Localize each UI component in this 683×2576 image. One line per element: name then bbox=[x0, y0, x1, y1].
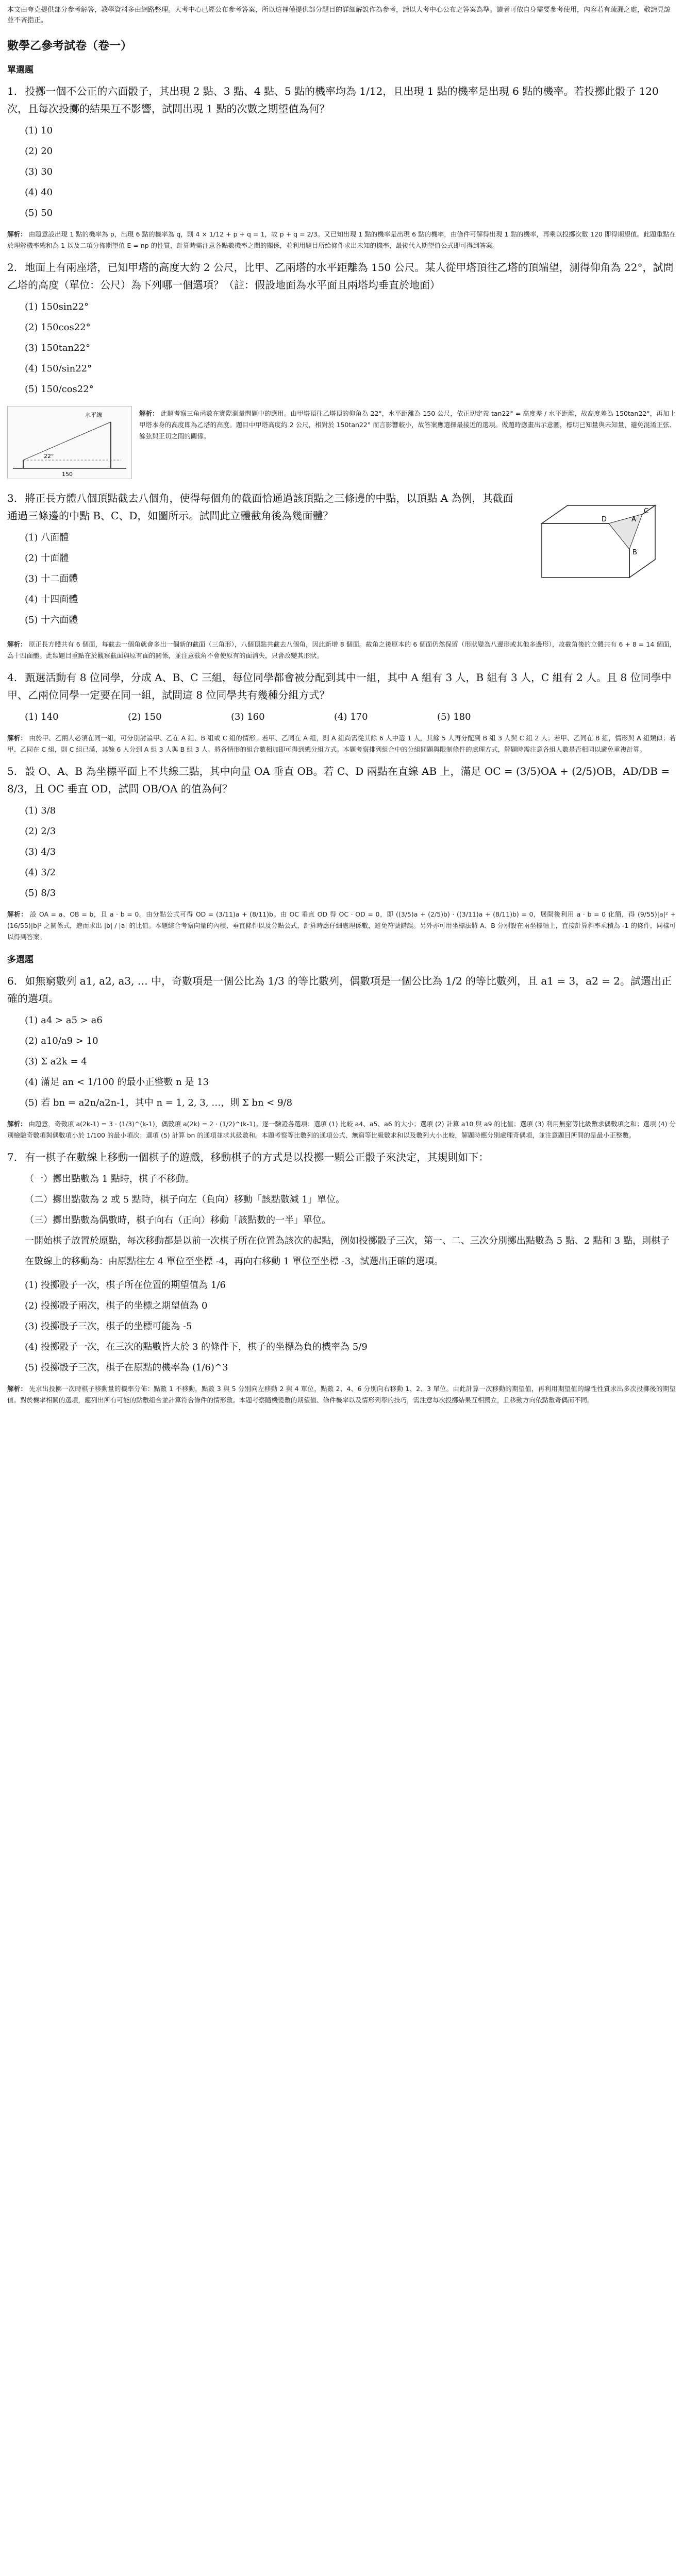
option[interactable]: (5) 150/cos22° bbox=[25, 384, 94, 395]
option[interactable]: (4) 170 bbox=[334, 711, 368, 722]
option[interactable]: (5) 8/3 bbox=[25, 888, 56, 899]
options-q2 bbox=[25, 297, 676, 400]
option[interactable]: (5) 180 bbox=[437, 711, 471, 722]
question-number: 7. bbox=[7, 1151, 18, 1163]
option[interactable]: (5) 50 bbox=[25, 208, 53, 218]
question-number: 6. bbox=[7, 975, 18, 987]
option[interactable]: (4) 150/sin22° bbox=[25, 363, 92, 374]
option[interactable]: (1) 投擲骰子一次，棋子所在位置的期望值為 1/6 bbox=[25, 1280, 226, 1291]
option[interactable]: (4) 投擲骰子一次，在三次的點數皆大於 3 的條件下，棋子的坐標為負的機率為 5/9 bbox=[25, 1342, 368, 1352]
angle-label: 22° bbox=[44, 453, 54, 460]
option[interactable]: (1) 八面體 bbox=[25, 532, 69, 543]
intro-note: 本文由夸克提供部分參考解答，教學資料多由網路整理。大考中心已經公布參考答案，所以這裡僅提供部分題目的詳細解說作為參考，請以大考中心公布之答案為準。讀者可依自身需要參考使用，內容若有疏漏之處，敬請見諒並不吝指正。 bbox=[7, 6, 671, 24]
rule: 一開始棋子放置於原點，每次移動都是以前一次棋子所在位置為該次的起點，例如投擲骰子三次，第一、二、三次分別擲出點數為 5 點、2 點和 3 點，則棋子在數線上的移動為：由原點往左 4 單位至坐標 -4，再向右移動 1 單位至坐標 -3，試選出正確的選項。 bbox=[25, 1235, 670, 1267]
option[interactable]: (2) 150cos22° bbox=[25, 322, 91, 333]
options-q4 bbox=[25, 707, 676, 727]
solution-text: 由題意設出現 1 點的機率為 p，出現 6 點的機率為 q，則 4 × 1/12 + p + q = 1，故 p + q = 2/3。又已知出現 1 點的機率是出現 6 點的機率，由條件可解得出現 1 點的機率，再乘以投擲次數 120 即得期望值。此題重點在於理解機率總和為 1 以及二項分佈期望值 E = np 的性質，計算時需注意各點數機率之間的關係，並利用題目所給條件求出未知的機率，最後代入期望值公式即可得到答案。 bbox=[7, 230, 676, 249]
solution-q5 bbox=[7, 909, 676, 943]
solution-label: 解析： bbox=[7, 1120, 27, 1128]
solution-label: 解析： bbox=[7, 734, 27, 742]
question-number: 4. bbox=[7, 671, 18, 684]
solution-label: 解析： bbox=[7, 230, 27, 238]
question-3-left bbox=[7, 482, 521, 634]
question-3-row bbox=[7, 482, 676, 634]
option[interactable]: (4) 十四面體 bbox=[25, 594, 78, 605]
solution-text: 原正長方體共有 6 個面，每截去一個角就會多出一個新的截面（三角形），八個頂點共截去八個角，因此新增 8 個面。截角之後原本的 6 個面仍然保留（形狀變為八邊形或其他多邊形），故截角後的立體共有 6 + 8 = 14 個面，為十四面體。此類題目重點在於觀察截面與原有面的關係，並注意截角不會使原有的面消失，只會改變其形狀。 bbox=[7, 640, 676, 659]
question-text: 有一棋子在數線上移動一個棋子的遊戲，移動棋子的方式是以投擲一顆公正骰子來決定，其規則如下： bbox=[25, 1151, 489, 1163]
question-text: 將正長方體八個頂點截去八個角，使得每個角的截面恰通過該頂點之三條邊的中點，以頂點 A 為例，其截面通過三條邊的中點 B、C、D，如圖所示。試問此立體截角後為幾面體？ bbox=[7, 492, 513, 522]
label-b: B bbox=[632, 549, 637, 556]
solution-text: 由題意，奇數項 a(2k-1) = 3 · (1/3)^(k-1)，偶數項 a(2k) = 2 · (1/2)^(k-1)。逐一驗證各選項：選項 (1) 比較 a4、a5、a6 的大小；選項 (2) 計算 a10 與 a9 的比值；選項 (3) 利用無窮等比級數求偶數項之和；選項 (4) 分別檢驗奇數項與偶數項小於 1/100 的最小項次；選項 (5) 計算 bn 的通項並求其級數和。本題考察等比數列的通項公式、無窮等比級數求和以及數列大小比較，解題時應分別處理奇偶項，並注意題目所問的是最小正整數。 bbox=[7, 1120, 676, 1139]
horizontal-label: 水平線 bbox=[85, 412, 102, 418]
option[interactable]: (1) 10 bbox=[25, 125, 53, 136]
option[interactable]: (1) a4 > a5 > a6 bbox=[25, 1015, 103, 1026]
question-number: 3. bbox=[7, 492, 18, 504]
rule: （二）擲出點數為 2 或 5 點時，棋子向左（負向）移動「該點數減 1」單位。 bbox=[25, 1194, 345, 1205]
question-6 bbox=[7, 972, 676, 1007]
option[interactable]: (4) 滿足 an < 1/100 的最小正整數 n 是 13 bbox=[25, 1077, 209, 1088]
solution-q6 bbox=[7, 1118, 676, 1141]
question-number: 1. bbox=[7, 85, 18, 97]
cut-triangle bbox=[609, 514, 642, 549]
option[interactable]: (2) 20 bbox=[25, 146, 53, 157]
options-q7 bbox=[25, 1275, 676, 1378]
solution-q1 bbox=[7, 229, 676, 251]
solution-text: 先求出投擲一次時棋子移動量的機率分佈：點數 1 不移動，點數 3 與 5 分別向左移動 2 與 4 單位，點數 2、4、6 分別向右移動 1、2、3 單位。由此計算一次移動的期望值，再利用期望值的線性性質求出多次投擲後的期望值。對於機率相關的選項，應列出所有可能的點數組合並計算符合條件的情形數。本題考察隨機變數的期望值、條件機率以及情形列舉的技巧，需注意每次投擲結果互相獨立，且移動方向依點數奇偶而不同。 bbox=[7, 1385, 676, 1404]
solution-q7 bbox=[7, 1383, 676, 1406]
rules-q7 bbox=[25, 1169, 676, 1272]
option[interactable]: (2) a10/a9 > 10 bbox=[25, 1036, 98, 1046]
option[interactable]: (5) 投擲骰子三次，棋子在原點的機率為 (1/6)^3 bbox=[25, 1362, 228, 1373]
question-3 bbox=[7, 489, 521, 524]
option[interactable]: (3) 十二面體 bbox=[25, 573, 78, 584]
question-2 bbox=[7, 259, 676, 294]
question-text: 設 O、A、B 為坐標平面上不共線三點，其中向量 OA 垂直 OB。若 C、D 兩點在直線 AB 上，滿足 OC = (3/5)OA + (2/5)OB，AD/DB = 8/3，且 OC 垂直 OD，試問 OB/OA 的值為何？ bbox=[7, 765, 670, 795]
page-title: 數學乙參考試卷（卷一） bbox=[7, 40, 132, 53]
question-7 bbox=[7, 1148, 676, 1166]
options-q1 bbox=[25, 121, 676, 224]
options-q5 bbox=[25, 801, 676, 904]
question-5 bbox=[7, 762, 676, 798]
solution-label: 解析： bbox=[7, 1385, 27, 1393]
solution-text: 由於甲、乙兩人必須在同一組，可分別討論甲、乙在 A 組、B 組或 C 組的情形。若甲、乙同在 A 組，則 A 組尚需從其餘 6 人中選 1 人，其餘 5 人再分配到 B 組 3 人與 C 組 2 人；若甲、乙同在 B 組，情形與 A 組類似；若甲、乙同在 C 組，則 C 組已滿，其餘 6 人分到 A 組 3 人與 B 組 3 人。將各情形的組合數相加即可得到總分組方式。本題考察排列組合中的分組問題與限制條件的處理方式，解題時需注意各組人數是否相同以避免重複計算。 bbox=[7, 734, 676, 753]
solution-q2 bbox=[139, 408, 676, 442]
solution-label: 解析： bbox=[7, 910, 28, 918]
option[interactable]: (2) 十面體 bbox=[25, 553, 69, 564]
option[interactable]: (1) 150sin22° bbox=[25, 301, 89, 312]
distance-label: 150 bbox=[62, 471, 73, 478]
option[interactable]: (5) 若 bn = a2n/a2n-1，其中 n = 1, 2, 3, …，則 Σ bn < 9/8 bbox=[25, 1097, 293, 1108]
tower-diagram bbox=[7, 406, 132, 479]
solution-label: 解析： bbox=[139, 410, 159, 417]
question-1 bbox=[7, 82, 676, 117]
question-number: 5. bbox=[7, 765, 18, 777]
sight-line bbox=[23, 422, 111, 460]
option[interactable]: (3) 4/3 bbox=[25, 846, 56, 857]
options-q6 bbox=[25, 1010, 676, 1113]
solution-q3 bbox=[7, 639, 676, 662]
option[interactable]: (2) 2/3 bbox=[25, 826, 56, 837]
option[interactable]: (3) 投擲骰子三次，棋子的坐標可能為 -5 bbox=[25, 1321, 192, 1332]
question-text: 投擲一個不公正的六面骰子，其出現 2 點、3 點、4 點、5 點的機率均為 1/12，且出現 1 點的機率是出現 6 點的機率。若投擲此骰子 120 次，且每次投擲的結果互不影響，試問出現 1 點的次數之期望值為何？ bbox=[7, 85, 659, 115]
question-text: 如無窮數列 a1, a2, a3, … 中，奇數項是一個公比為 1/3 的等比數列，偶數項是一個公比為 1/2 的等比數列，且 a1 = 3，a2 = 2。試選出正確的選項。 bbox=[7, 975, 672, 1005]
cube-diagram bbox=[531, 498, 665, 585]
option[interactable]: (3) 150tan22° bbox=[25, 343, 91, 353]
question-text: 甄選活動有 8 位同學，分成 A、B、C 三組，每位同學都會被分配到其中一組，其中 A 組有 3 人，B 組有 3 人，C 組有 2 人。且 8 位同學中甲、乙兩位同學一定要在同一組，試問這 8 位同學共有幾種分組方式？ bbox=[7, 671, 672, 701]
solution-label: 解析： bbox=[7, 640, 27, 648]
solution-q4 bbox=[7, 733, 676, 755]
section-single-choice: 單選題 bbox=[7, 65, 34, 75]
option[interactable]: (3) 160 bbox=[231, 711, 265, 722]
question-text: 地面上有兩座塔，已知甲塔的高度大約 2 公尺，比甲、乙兩塔的水平距離為 150 公尺。某人從甲塔頂往乙塔的頂端望，測得仰角為 22°，試問乙塔的高度（單位：公尺）為下列哪一個選項？（註：假設地面為水平面且兩塔均垂直於地面） bbox=[7, 261, 674, 291]
option[interactable]: (2) 投擲骰子兩次，棋子的坐標之期望值為 0 bbox=[25, 1300, 208, 1311]
label-d: D bbox=[602, 516, 607, 523]
section-multi-choice: 多選題 bbox=[7, 955, 34, 965]
rule: （一）擲出點數為 1 點時，棋子不移動。 bbox=[25, 1174, 194, 1184]
question-number: 2. bbox=[7, 261, 18, 274]
rule: （三）擲出點數為偶數時，棋子向右（正向）移動「該點數的一半」單位。 bbox=[25, 1215, 331, 1226]
options-q3 bbox=[25, 528, 521, 631]
question-4 bbox=[7, 669, 676, 704]
option[interactable]: (3) Σ a2k = 4 bbox=[25, 1056, 87, 1067]
option[interactable]: (3) 30 bbox=[25, 166, 53, 177]
option[interactable]: (5) 十六面體 bbox=[25, 615, 78, 625]
option[interactable]: (2) 150 bbox=[128, 711, 162, 722]
solution-text: 設 OA = a、OB = b，且 a · b = 0。由分點公式可得 OD = (3/11)a + (8/11)b。由 OC 垂直 OD 得 OC · OD = 0，即 ((3/5)a + (2/5)b) · ((3/11)a + (8/11)b) = 0，展開後利用 a · b = 0 化簡，得 (9/55)|a|² + (16/55)|b|² 之關係式，進而求出 |b| / |a| 的比值。本題綜合考察向量的內積、垂直條件以及分點公式，計算時應仔細處理係數，避免符號錯誤。另外亦可用坐標法將 A、B 分別設在兩坐標軸上，直接計算斜率乘積為 -1 的條件，同樣可以得到答案。 bbox=[7, 910, 676, 941]
label-a: A bbox=[631, 516, 636, 523]
solution-text: 此題考察三角函數在實際測量問題中的應用。由甲塔頂往乙塔頂的仰角為 22°，水平距離為 150 公尺，依正切定義 tan22° = 高度差 / 水平距離，故高度差為 150tan22°，再加上甲塔本身的高度即為乙塔的高度。題目中甲塔高度約 2 公尺，相對於 150tan22° 而言影響較小，故答案應選擇最接近的選項。做題時應畫出示意圖，標明已知量與未知量，避免混淆正弦、餘弦與正切之間的關係。 bbox=[139, 410, 676, 440]
option[interactable]: (4) 40 bbox=[25, 187, 53, 198]
option[interactable]: (1) 3/8 bbox=[25, 805, 56, 816]
solution-row-q2 bbox=[7, 403, 676, 482]
label-c: C bbox=[644, 507, 649, 515]
option[interactable]: (4) 3/2 bbox=[25, 867, 56, 878]
option[interactable]: (1) 140 bbox=[25, 711, 59, 722]
